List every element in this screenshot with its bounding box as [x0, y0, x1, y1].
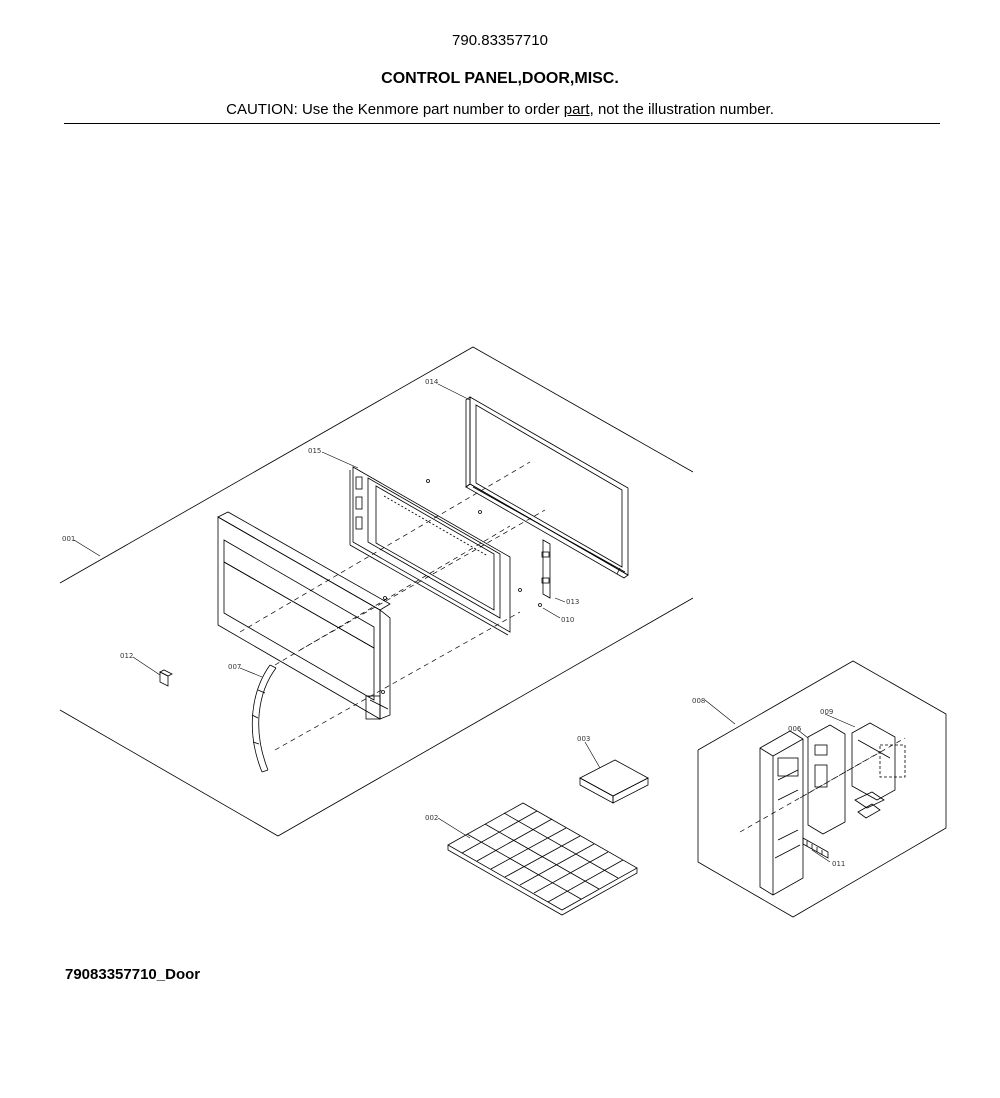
callout-003: 003 [577, 735, 591, 743]
door-assembly-boundary [60, 347, 693, 836]
part-011-clip [160, 670, 172, 686]
part-006-control-panel [760, 731, 803, 895]
callout-009: 009 [820, 708, 834, 716]
callout-011: 011 [832, 860, 846, 868]
part-007-choke-strip [252, 665, 276, 772]
part-011-pcb-bracket [852, 723, 905, 818]
caution-part-link[interactable]: part [563, 101, 590, 118]
callout-008: 008 [692, 697, 706, 705]
control-panel-boundary [698, 661, 946, 917]
part-009-control-board [808, 725, 845, 834]
part-013-latch-bracket [539, 540, 551, 607]
door-assembly-guides [240, 462, 545, 750]
part-003-pad [580, 760, 648, 803]
callout-013: 013 [566, 598, 580, 606]
diagram-id: 79083357710_Door [65, 966, 201, 983]
leader-lines [74, 384, 855, 862]
callout-006: 006 [788, 725, 802, 733]
model-number: 790.83357710 [452, 32, 548, 49]
callout-012: 012 [120, 652, 134, 660]
part-002-wire-rack [448, 803, 637, 915]
part-015-door-inner-panel [350, 467, 510, 635]
part-014-door-frame [466, 397, 628, 578]
callout-014: 014 [425, 378, 439, 386]
callout-007: 007 [228, 663, 242, 671]
part-010-connector [803, 838, 828, 858]
callout-010: 010 [561, 616, 575, 624]
callout-002: 002 [425, 814, 439, 822]
part-012-outer-door [218, 512, 390, 719]
caution-prefix: CAUTION: Use the Kenmore part number to order [226, 101, 564, 118]
caution-suffix: , not the illustration number. [589, 101, 774, 118]
section-title: CONTROL PANEL,DOOR,MISC. [381, 70, 619, 87]
screws [382, 480, 522, 694]
callout-001: 001 [62, 535, 76, 543]
callout-015: 015 [308, 447, 322, 455]
